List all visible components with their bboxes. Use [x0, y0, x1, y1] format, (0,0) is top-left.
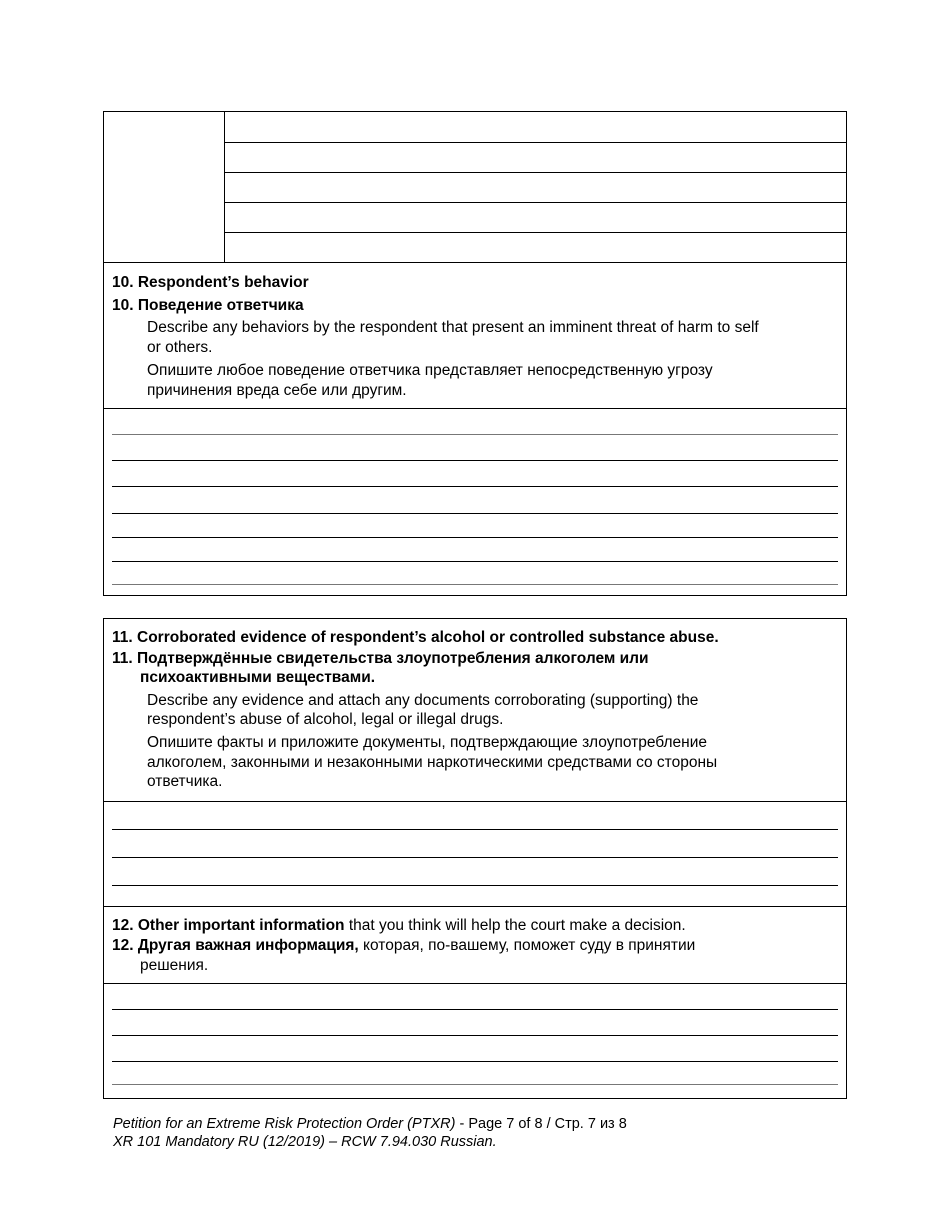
section-12-answer-divider	[104, 983, 846, 984]
section-10-desc-ru: Опишите любое поведение ответчика представляет непосредственную угрозу	[147, 362, 713, 379]
answer-line[interactable]	[112, 561, 838, 562]
answer-line[interactable]	[112, 1009, 838, 1010]
answer-line[interactable]	[112, 584, 838, 585]
section-10-divider	[104, 408, 846, 409]
answer-line[interactable]	[112, 829, 838, 830]
section-11-heading-ru: психоактивными веществами.	[140, 669, 376, 686]
section-12-heading-en-bold: 12. Other important information	[112, 917, 345, 934]
section-12-heading-ru	[112, 936, 695, 956]
section-10-heading-ru: 10. Поведение ответчика	[112, 297, 304, 314]
section-12-heading-en	[112, 916, 686, 936]
answer-line[interactable]	[112, 513, 838, 514]
top-table	[103, 111, 847, 263]
footer-page-info: - Page 7 of 8 / Стр. 7 из 8	[455, 1116, 627, 1132]
top-table-row-line	[224, 232, 846, 233]
section-11-desc-ru: Опишите факты и приложите документы, подтверждающие злоупотребление	[147, 734, 707, 751]
section-10	[103, 262, 847, 596]
answer-line[interactable]	[112, 434, 838, 435]
section-10-desc-en: or others.	[147, 339, 213, 356]
section-11-desc-en: Describe any evidence and attach any documents corroborating (supporting) the	[147, 692, 699, 709]
section-11-heading-ru: 11. Подтверждённые свидетельства злоупотребления алкоголем или	[112, 650, 649, 667]
section-10-desc-ru: причинения вреда себе или другим.	[147, 382, 407, 399]
footer-form-title: Petition for an Extreme Risk Protection Order (PTXR)	[113, 1116, 456, 1132]
answer-line[interactable]	[112, 857, 838, 858]
section-12-divider	[104, 906, 846, 907]
top-table-row-line	[224, 142, 846, 143]
answer-line[interactable]	[112, 1084, 838, 1085]
section-11-divider	[104, 801, 846, 802]
top-table-divider	[224, 112, 225, 262]
section-12-heading-ru: решения.	[140, 957, 209, 974]
section-11-heading-en: 11. Corroborated evidence of respondent’s alcohol or controlled substance abuse.	[112, 629, 719, 646]
section-10-heading-en: 10. Respondent’s behavior	[112, 274, 309, 291]
section-12-heading-ru-bold: 12. Другая важная информация,	[112, 937, 359, 954]
section-12-heading-ru-rest: которая, по-вашему, поможет суду в принятии	[358, 937, 696, 954]
answer-line[interactable]	[112, 885, 838, 886]
answer-line[interactable]	[112, 1035, 838, 1036]
section-12-heading-en-rest: that you think will help the court make a decision.	[344, 917, 686, 934]
footer-line-1	[113, 1115, 627, 1133]
answer-line[interactable]	[112, 1061, 838, 1062]
section-11-desc-ru: ответчика.	[147, 773, 223, 790]
section-10-desc-en: Describe any behaviors by the respondent that present an imminent threat of harm to self	[147, 319, 759, 336]
top-table-row-line	[224, 202, 846, 203]
section-11-desc-en: respondent’s abuse of alcohol, legal or illegal drugs.	[147, 711, 504, 728]
answer-line[interactable]	[112, 460, 838, 461]
top-table-row-line	[224, 172, 846, 173]
section-11-desc-ru: алкоголем, законными и незаконными наркотическими средствами со стороны	[147, 754, 718, 771]
answer-line[interactable]	[112, 486, 838, 487]
footer-form-id: XR 101 Mandatory RU (12/2019) – RCW 7.94.030 Russian.	[113, 1134, 497, 1150]
answer-line[interactable]	[112, 537, 838, 538]
section-11-12	[103, 618, 847, 1099]
